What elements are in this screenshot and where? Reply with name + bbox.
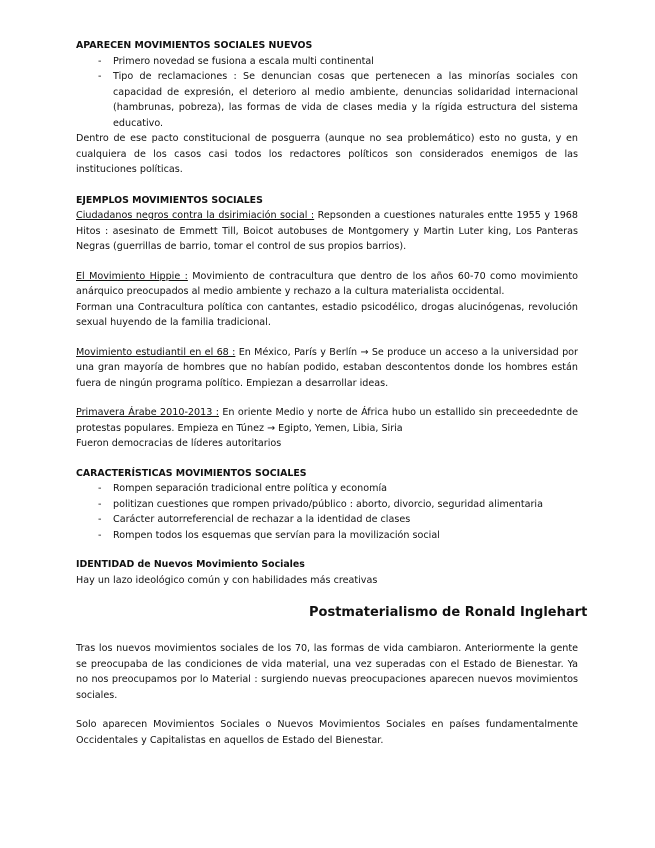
example-text: En México, París y Berlín → Se produce un acceso a la universidad por una gran mayoría de hombres que no habían podido, estaban descontentos donde los hombres están fuera de ningún programa político. Empiezan a desarrollar ideas. bbox=[76, 346, 578, 389]
example-hippie bbox=[76, 269, 578, 300]
heading-caracteristicas: CARACTERÍSTICAS MOVIMIENTOS SOCIALES bbox=[76, 467, 307, 479]
example-estudiantil bbox=[76, 345, 578, 392]
list-item: - Rompen separación tradicional entre política y economía bbox=[76, 481, 578, 497]
bullet-list-caracteristicas bbox=[76, 481, 578, 543]
heading-ejemplos: EJEMPLOS MOVIMIENTOS SOCIALES bbox=[76, 194, 263, 206]
document-page bbox=[76, 38, 588, 748]
list-item: - Rompen todos los esquemas que servían para la movilización social bbox=[76, 528, 578, 544]
example-label: El Movimiento Hippie : bbox=[76, 270, 188, 282]
paragraph-postmaterialismo-2: Solo aparecen Movimientos Sociales o Nuevos Movimientos Sociales en países fundamentalmente Occidentales y Capitalistas en aquellos de Estado del Bienestar. bbox=[76, 719, 578, 746]
example-text: En oriente Medio y norte de África hubo un estallido sin preceedednte de protestas populares. Empieza en Túnez → Egipto, Yemen, Libia, Siria bbox=[76, 407, 579, 434]
list-item: - Primero novedad se fusiona a escala multi continental bbox=[76, 54, 578, 70]
example-hippie-continued: Forman una Contracultura política con cantantes, estadio psicodélico, drogas alucinógenas, revolución sexual huyendo de la familia tradicional. bbox=[76, 301, 578, 328]
heading-identidad: IDENTIDAD de Nuevos Movimiento Sociales bbox=[76, 559, 305, 570]
section-title-postmaterialismo: Postmaterialismo de Ronald Inglehart bbox=[309, 605, 588, 620]
list-item: - Carácter autorreferencial de rechazar a la identidad de clases bbox=[76, 512, 578, 528]
example-label: Movimiento estudiantil en el 68 : bbox=[76, 346, 236, 358]
example-primavera-continued: Fueron democracias de líderes autoritarios bbox=[76, 438, 282, 449]
example-primavera-arabe bbox=[76, 405, 578, 436]
list-item: - Tipo de reclamaciones : Se denuncian cosas que pertenecen a las minorías sociales con capacidad de expresión, el deterioro al medio ambiente, denuncias solidaridad internacional (hambrunas, pobreza), las formas de vida de clases media y la rígida estructura del sistema educativo. bbox=[76, 69, 578, 131]
list-item: - politizan cuestiones que rompen privado/público : aborto, divorcio, seguridad alimentaria bbox=[76, 497, 578, 513]
example-ciudadanos-negros bbox=[76, 208, 578, 255]
heading-nuevos-movimientos: APARECEN MOVIMIENTOS SOCIALES NUEVOS bbox=[76, 40, 313, 51]
example-label: Ciudadanos negros contra la dsirimiación social : bbox=[76, 210, 315, 221]
paragraph-postmaterialismo-1: Tras los nuevos movimientos sociales de los 70, las formas de vida cambiaron. Anteriormente la gente se preocupaba de las condiciones de vida material, una vez superadas con el Estado de Bienestar. Ya no nos preocupamos por lo Material : surgiendo nuevas preocupaciones aparecen nuevos movimientos sociales. bbox=[76, 643, 578, 701]
example-text: Movimiento de contracultura que dentro de los años 60-70 como movimiento anárquico preocupados al medio ambiente y rechazo a la cultura materialista occidental. bbox=[76, 270, 578, 297]
paragraph-pacto-constitucional: Dentro de ese pacto constitucional de posguerra (aunque no sea problemático) esto no gusta, y en cualquiera de los casos casi todos los redactores políticos son considerados enemigos de las instituciones políticas. bbox=[76, 133, 578, 175]
bullet-list-nuevos bbox=[76, 54, 578, 132]
paragraph-identidad: Hay un lazo ideológico común y con habilidades más creativas bbox=[76, 574, 378, 586]
example-text: Repsonden a cuestiones naturales entte 1955 y 1968 Hitos : asesinato de Emmett Till, Boicot autobuses de Montgomery y Martin Luter king, Los Panteras Negras (guerrillas de barrio, tomar el control de sus propios barrios). bbox=[76, 210, 578, 252]
example-label: Primavera Árabe 2010-2013 : bbox=[76, 407, 219, 418]
